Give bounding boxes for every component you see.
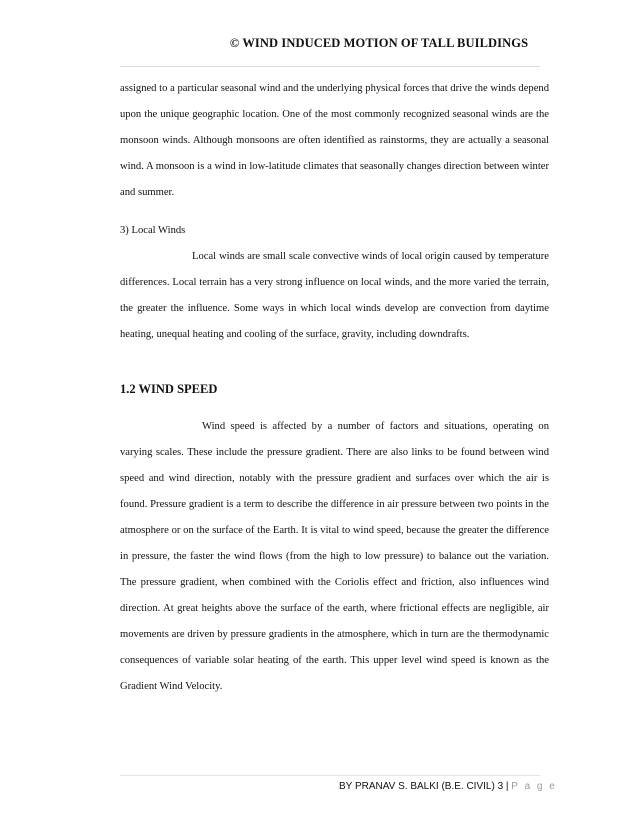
header-divider: [120, 66, 540, 67]
spacer: [120, 402, 549, 414]
page-footer: [339, 781, 557, 792]
page-body: [120, 76, 549, 700]
paragraph-seasonal-winds: assigned to a particular seasonal wind and the underlying physical forces that drive the winds depend upon the unique geographic location. One of the most commonly recognized seasonal winds are the monsoon winds. Although monsoons are often identified as rainstorms, they are actually a seasonal wind. A monsoon is a wind in low-latitude climates that seasonally changes direction between winter and summer.: [120, 83, 549, 198]
subheading-local-winds: 3) Local Winds: [120, 225, 186, 236]
section-title-wind-speed: 1.2 WIND SPEED: [120, 382, 218, 396]
running-header: © WIND INDUCED MOTION OF TALL BUILDINGS: [229, 36, 529, 50]
spacer: [120, 348, 549, 376]
footer-page-label: P a g e: [511, 781, 557, 792]
spacer: [120, 206, 549, 218]
footer-divider: [120, 775, 540, 776]
paragraph-wind-speed: Wind speed is affected by a number of factors and situations, operating on varying scales. These include the pressure gradient. There are also links to be found between wind speed and wind direction, notably with the pressure gradient and surfaces over which the air is found. Pressure gradient is a term to describe the difference in air pressure between two points in the atmosphere or on the surface of the Earth. It is vital to wind speed, because the greater the difference in pressure, the faster the wind flows (from the high to low pressure) to balance out the variation. The pressure gradient, when combined with the Coriolis effect and friction, also influences wind direction. At great heights above the surface of the earth, where frictional effects are negligible, air movements are driven by pressure gradients in the atmosphere, which in turn are the thermodynamic consequences of variable solar heating of the earth. This upper level wind speed is known as the Gradient Wind Velocity.: [120, 421, 549, 692]
paragraph-local-winds: Local winds are small scale convective winds of local origin caused by temperature differences. Local terrain has a very strong influence on local winds, and the more varied the terrain, the greater the influence. Some ways in which local winds develop are convection from daytime heating, unequal heating and cooling of the surface, gravity, including downdrafts.: [120, 251, 549, 340]
footer-author: BY PRANAV S. BALKI (B.E. CIVIL) 3 |: [339, 781, 512, 792]
